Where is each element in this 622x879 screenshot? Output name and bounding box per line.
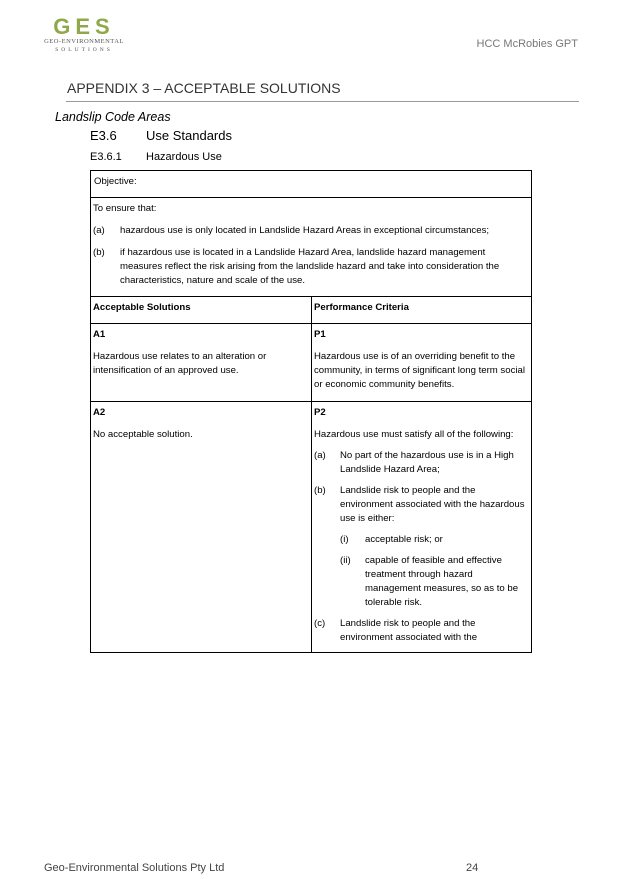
page-number: 24 [466,862,479,874]
criteria-subitem [314,554,525,610]
logo-mark: GES [53,14,115,39]
company-logo [42,16,126,54]
item-text: Landslide risk to people and the environment associated with the hazardous use is either: [340,485,525,524]
performance-criteria-cell [312,402,531,652]
subitem-text: capable of feasible and effective treatment through hazard management measures, so as to be tolerable risk. [365,555,519,608]
subheading-title: Hazardous Use [146,151,222,163]
item-label: (b) [93,247,105,258]
subitem-text: acceptable risk; or [365,534,443,545]
criteria-intro: Hazardous use must satisfy all of the following: [314,429,514,440]
item-text: No part of the hazardous use is in a High Landslide Hazard Area; [340,450,514,475]
appendix-title: APPENDIX 3 – ACCEPTABLE SOLUTIONS [67,80,341,96]
title-divider [66,101,579,102]
item-label: (c) [314,618,326,629]
column-header-acceptable: Acceptable Solutions [91,297,312,323]
objective-item [93,224,525,238]
item-text: if hazardous use is located in a Landslide Hazard Area, landslide hazard management measures reflect the risk arising from the landslide hazard and take into consideration the characteristics, nature and scale of the use. [120,247,500,286]
footer-company: Geo-Environmental Solutions Pty Ltd [44,862,225,874]
section-label: Landslip Code Areas [55,110,171,124]
item-label: (b) [314,485,326,496]
criteria-id: P2 [314,407,326,418]
subitem-label: (i) [340,534,349,545]
item-label: (a) [93,225,105,236]
criteria-text: Hazardous use is of an overriding benefit to the community, in terms of significant long term social or economic community benefits. [314,351,525,390]
objective-label: Objective: [94,176,137,187]
heading-title: Use Standards [146,128,232,143]
heading-number: E3.6 [90,128,117,143]
criteria-item [314,449,525,477]
item-label: (a) [314,450,326,461]
objective-intro: To ensure that: [93,203,157,214]
criteria-subitem [314,533,525,547]
acceptable-solution-cell [91,324,312,401]
solution-text: No acceptable solution. [93,429,193,440]
item-text: Landslide risk to people and the environment associated with the [340,618,478,643]
criteria-id: P1 [314,329,326,340]
objective-header [90,170,532,198]
subheading-number: E3.6.1 [90,151,122,163]
solution-id: A1 [93,329,106,340]
objective-item [93,246,525,288]
criteria-item [314,617,525,645]
logo-subtitle: GEO-ENVIRONMENTAL [44,38,124,45]
standards-table [90,296,532,653]
solution-text: Hazardous use relates to an alteration or intensification of an approved use. [93,351,267,376]
table-row [90,402,532,653]
subitem-label: (ii) [340,555,351,566]
logo-subtitle-2: SOLUTIONS [55,47,113,53]
performance-criteria-cell [312,324,531,401]
objective-body [90,197,532,297]
criteria-item [314,484,525,526]
item-text: hazardous use is only located in Landslide Hazard Areas in exceptional circumstances; [120,225,490,236]
table-row [90,324,532,402]
document-reference: HCC McRobies GPT [476,38,578,50]
column-header-performance: Performance Criteria [314,302,409,313]
solution-id: A2 [93,407,106,418]
table-header-row [90,296,532,324]
acceptable-solution-cell [91,402,312,652]
